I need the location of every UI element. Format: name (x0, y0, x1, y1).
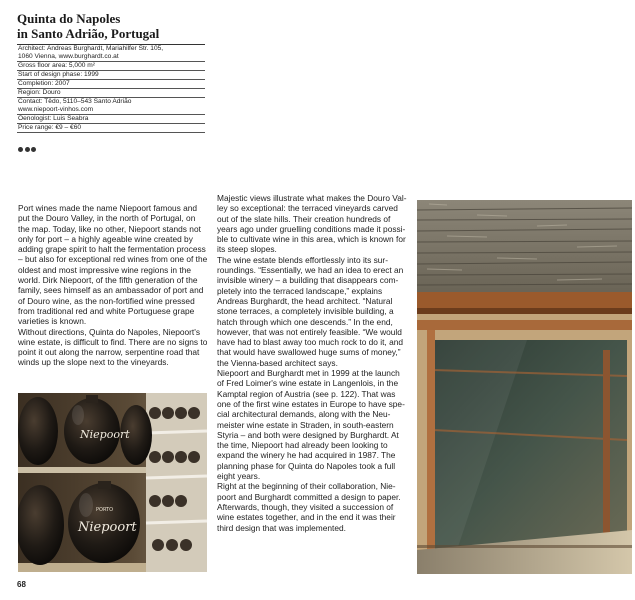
winery-photo-image (417, 200, 632, 574)
body-line: from traditional red and white Portuguese grape (18, 305, 195, 316)
title-line-1: Quinta do Napoles (17, 11, 121, 26)
body-line: Right at the beginning of their collaboration, Nie- (217, 481, 396, 492)
body-line: family, sees himself as an ambassador of port and (18, 285, 204, 296)
body-line: winds up the slope next to the vineyards. (18, 357, 169, 368)
body-line: the map. Today, like no other, Niepoort stands not (18, 223, 201, 234)
body-line: invisible winery – a building that disappears com- (217, 275, 399, 286)
body-line: however, that was not entirely feasible. “We would (217, 326, 402, 337)
body-line: stone terraces, a completely invisible building, a (217, 306, 394, 317)
cellar-photo-image (18, 393, 207, 572)
flask-label-porto: PORTO (96, 507, 114, 513)
body-paragraph (217, 481, 409, 532)
body-line: planning phase for Quinta do Napoles took a full (217, 460, 396, 471)
body-line: out of the slate hills. Their creation hundreds of (217, 213, 391, 224)
winery-photo (417, 200, 632, 574)
body-line: of Douro wine, as the non-fortified wine pressed (18, 295, 195, 306)
body-paragraph (217, 193, 409, 255)
body-line: cial architectural demands, along with the Neu- (217, 409, 391, 420)
body-line: years ago under gruelling conditions made it possi- (217, 223, 406, 234)
body-line: only for port – a highly ageable wine created by (18, 233, 193, 244)
flask-label-bottom: Niepoort (78, 520, 137, 535)
body-line: wine estate, is difficult to find. There are no signs to (18, 336, 208, 347)
fact-row (17, 80, 205, 89)
body-line: pletely into the terraced landscape,” explains (217, 285, 383, 296)
body-paragraph (18, 327, 208, 368)
body-line: oldest and most impressive wine regions in the (18, 264, 191, 275)
fact-line: www.niepoort-vinhos.com (18, 106, 94, 113)
fact-box (17, 44, 205, 133)
page-number: 68 (17, 580, 26, 589)
fact-row (17, 45, 205, 62)
fact-row (17, 124, 205, 133)
body-line: hatch through which one descends.” In the end, (217, 316, 393, 327)
body-line: ley so exceptional: the terraced vineyards carved (217, 203, 398, 214)
fact-line: Completion: 2007 (18, 80, 70, 87)
body-line: that would have swallowed huge sums of money,” (217, 347, 401, 358)
rating-dots (18, 147, 38, 153)
fact-line: Gross floor area: 5,000 m² (18, 62, 95, 69)
body-line: of Fred Loimer's wine estate in Langenlois, in the (217, 378, 399, 389)
body-line: eight years. (217, 471, 261, 482)
body-line: Port wines made the name Niepoort famous and (18, 203, 198, 213)
body-line: the time, Niepoort had already been looking to (217, 440, 388, 451)
body-line: Majestic views illustrate what makes the Douro Val- (217, 193, 407, 203)
body-line: ble to cultivate wine in this area, which is known for (217, 234, 406, 245)
fact-row (17, 89, 205, 98)
body-line: meister wine estate in Straden, in south-eastern (217, 419, 394, 430)
body-line: one of the first wine estates in Europe to have spe- (217, 398, 405, 409)
body-paragraph (18, 203, 208, 327)
body-column-2 (217, 193, 409, 533)
body-line: varieties is known. (18, 316, 87, 327)
body-paragraph (217, 368, 409, 481)
fact-line: Price range: €9 – €60 (18, 124, 82, 131)
body-paragraph (217, 255, 409, 368)
body-line: Afterwards, though, they visited a succession of (217, 501, 394, 512)
fact-line: Region: Douro (18, 89, 61, 96)
cellar-photo (18, 393, 207, 572)
body-line: adding grape spirit to halt the fermentation process (18, 244, 206, 255)
fact-line: Start of design phase: 1999 (18, 71, 99, 78)
fact-row (17, 62, 205, 71)
body-line: The wine estate blends effortlessly into its sur- (217, 254, 388, 265)
body-line: Without directions, Quinta do Napoles, Niepoort's (18, 326, 201, 337)
body-line: – but also for exceptional red wines from one of the (18, 254, 208, 265)
body-line: third design that was implemented. (217, 522, 346, 533)
rating-dot-icon (31, 147, 36, 152)
body-line: roundings. “Essentially, we had an idea to erect an (217, 265, 404, 276)
body-line: Andreas Burghardt, the head architect. “Natural (217, 295, 393, 306)
fact-row (17, 71, 205, 80)
body-line: Styria – and both were designed by Burghardt. At (217, 429, 399, 440)
body-line: its steep slopes. (217, 244, 277, 255)
fact-line: Architect: Andreas Burghardt, Mariahilfer Str. 105, (18, 45, 164, 52)
fact-row (17, 115, 205, 124)
flask-label-top: Niepoort (80, 428, 130, 441)
body-line: Niepoort and Burghardt met in 1999 at the launch (217, 368, 400, 379)
body-line: the Vienna-based architect says. (217, 357, 338, 368)
rating-dot-icon (25, 147, 30, 152)
fact-line: Oenologist: Luis Seabra (18, 115, 89, 122)
fact-line: Contact: Têdo, 5110–543 Santo Adrião (18, 98, 132, 105)
body-line: Kamptal region of Austria (see p. 122). That was (217, 388, 396, 399)
body-column-1 (18, 203, 208, 368)
body-line: have had to blast away too much rock to do it, and (217, 337, 403, 348)
fact-row (17, 98, 205, 115)
body-line: put the Douro Valley, in the north of Portugal, on (18, 213, 196, 224)
title-line-2: in Santo Adrião, Portugal (17, 25, 160, 41)
article-title (17, 12, 159, 41)
fact-line: 1060 Vienna, www.burghardt.co.at (18, 53, 119, 60)
rating-dot-icon (18, 147, 23, 152)
body-line: expand the winery he had acquired in 1987. The (217, 450, 396, 461)
body-line: world. Dirk Niepoort, of the fifth generation of the (18, 275, 198, 286)
body-line: wine estates together, and in the end it was their (217, 512, 396, 523)
body-line: point it out along the narrow, serpentine road that (18, 347, 200, 358)
body-line: poort and Burghardt committed a design to paper. (217, 491, 401, 502)
